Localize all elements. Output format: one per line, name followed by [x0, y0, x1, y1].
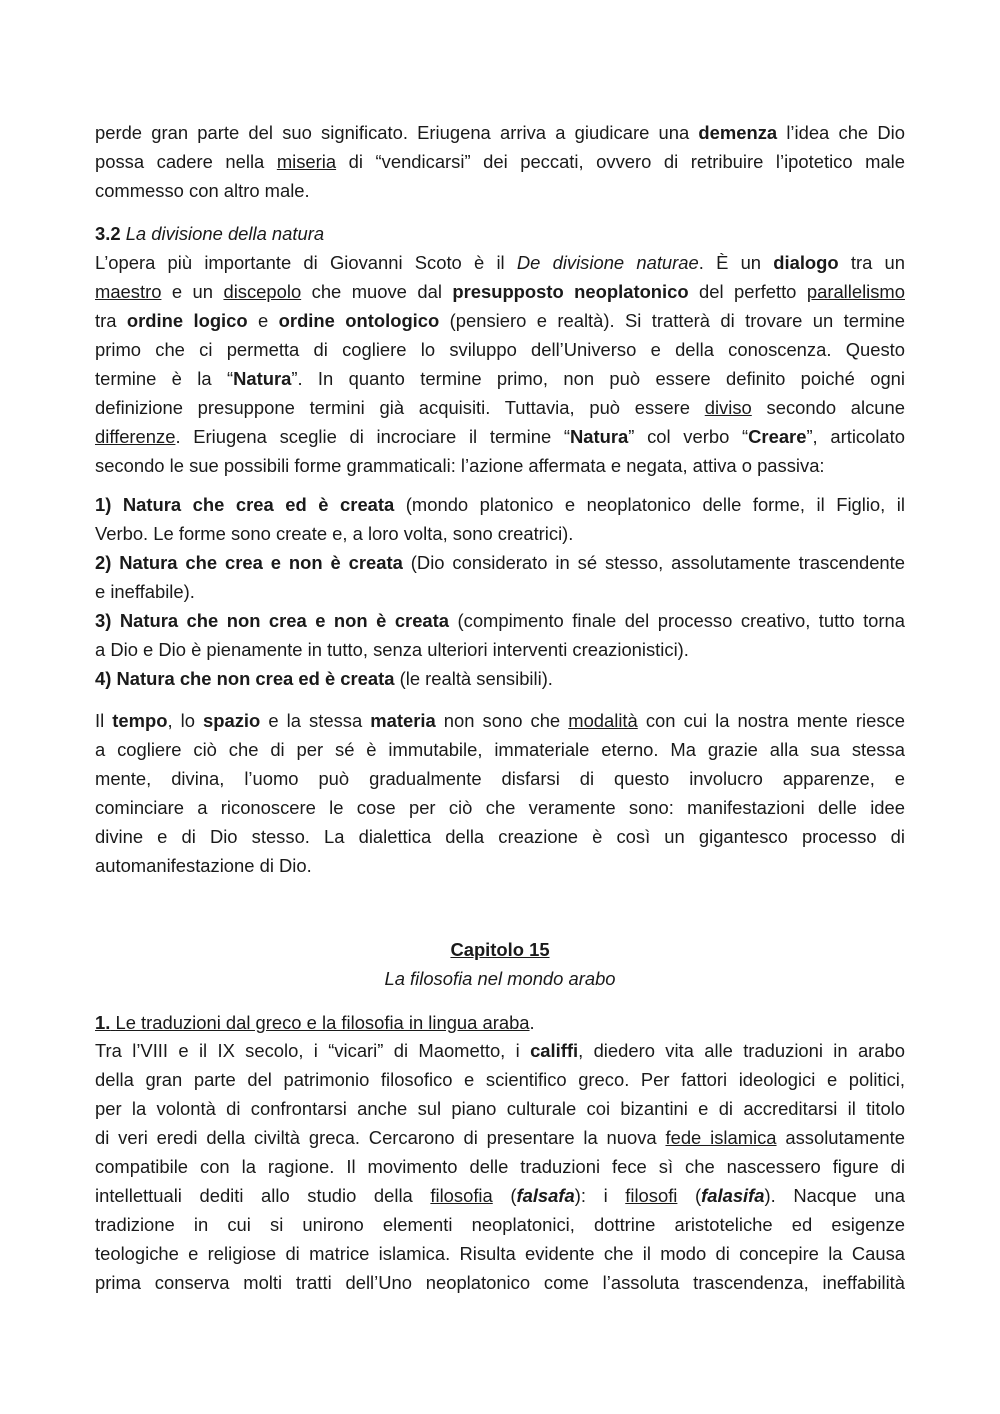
- bold-term: materia: [370, 710, 436, 731]
- text-line: Verbo. Le forme sono create e, a loro volta, sono creatrici).: [95, 523, 574, 544]
- underlined-term: maestro: [95, 281, 162, 302]
- underlined-term: fede islamica: [665, 1127, 777, 1148]
- underlined-term: modalità: [568, 710, 638, 731]
- text-line: primo che ci permetta di cogliere lo sviluppo dell’Universo e della conoscenza. Questo: [95, 339, 905, 360]
- bold-term: demenza: [698, 122, 778, 143]
- underlined-term: diviso: [704, 397, 752, 418]
- chapter-subtitle: La filosofia nel mondo arabo: [384, 968, 616, 989]
- text-line: per la volontà di confrontarsi anche sul piano culturale coi bizantini e di accreditarsi il titolo: [95, 1098, 905, 1119]
- text-line: della gran parte del patrimonio filosofico e scientifico greco. Per fattori ideologici e politici,: [95, 1069, 905, 1090]
- paragraph-opera: [95, 248, 905, 480]
- text-line: e ineffabile).: [95, 581, 195, 602]
- text-line: Il tempo, lo spazio e la stessa materia non sono che modalità con cui la nostra mente riesce: [95, 710, 905, 731]
- bold-term: 3) Natura che non crea e non è creata: [95, 610, 450, 631]
- paragraph-intro: [95, 118, 905, 205]
- text-line: 2) Natura che crea e non è creata (Dio considerato in sé stesso, assolutamente trascendente: [95, 552, 905, 573]
- bold-italic-term: falsafa: [516, 1185, 575, 1206]
- text-line: secondo le sue possibili forme grammaticali: l’azione affermata e negata, attiva o passiva:: [95, 455, 825, 476]
- section-title: La divisione della natura: [125, 223, 325, 244]
- underlined-term: filosofia: [430, 1185, 493, 1206]
- paragraph-nature-list: [95, 490, 905, 693]
- text-line: intellettuali dediti allo studio della filosofia (falsafa): i filosofi (falasifa). Nacque una: [95, 1185, 906, 1206]
- text-line: teologiche e religiose di matrice islamica. Risulta evidente che il modo di concepire la Causa: [95, 1243, 905, 1264]
- bold-term: spazio: [203, 710, 261, 731]
- text-line: tradizione in cui si unirono elementi neoplatonici, dottrine aristoteliche ed esigenze: [95, 1214, 905, 1235]
- text-line: prima conserva molti tratti dell’Uno neoplatonico come l’assoluta trascendenza, ineffabilità: [95, 1272, 905, 1293]
- underlined-term: filosofi: [625, 1185, 678, 1206]
- paragraph-traduzioni: [95, 1036, 905, 1297]
- paragraph-tempo: [95, 706, 905, 880]
- underlined-term: differenze: [95, 426, 176, 447]
- text-line: maestro e un discepolo che muove dal presupposto neoplatonico del perfetto parallelismo: [95, 281, 905, 302]
- underlined-term: parallelismo: [806, 281, 905, 302]
- underlined-term: miseria: [276, 151, 337, 172]
- text-line: L’opera più importante di Giovanni Scoto è il De divisione naturae. È un dialogo tra un: [95, 252, 905, 273]
- bold-term: ordine logico: [126, 310, 248, 331]
- bold-term: califfi: [530, 1040, 579, 1061]
- text-line: a Dio e Dio è pienamente in tutto, senza ulteriori interventi creazionistici).: [95, 639, 689, 660]
- italic-term: De divisione naturae: [516, 252, 699, 273]
- text-line: automanifestazione di Dio.: [95, 855, 312, 876]
- bold-term: tempo: [112, 710, 168, 731]
- bold-term: Natura: [570, 426, 629, 447]
- text-line: commesso con altro male.: [95, 180, 310, 201]
- text-line: cominciare a riconoscere le cose per ciò che veramente sono: manifestazioni delle idee: [95, 797, 905, 818]
- text-line: differenze. Eriugena sceglie di incrociare il termine “Natura” col verbo “Creare”, articolato: [95, 426, 905, 447]
- bold-term: 4) Natura che non crea ed è creata: [95, 668, 395, 689]
- text-line: Tra l’VIII e il IX secolo, i “vicari” di Maometto, i califfi, diedero vita alle traduzioni in arabo: [95, 1040, 905, 1061]
- text-line: compatibile con la ragione. Il movimento delle traduzioni fece sì che nascessero figure di: [95, 1156, 905, 1177]
- section-heading-1: 1. Le traduzioni dal greco e la filosofia in lingua araba.: [95, 1012, 535, 1033]
- text-line: possa cadere nella miseria di “vendicarsi” dei peccati, ovvero di retribuire l’ipotetico male: [95, 151, 905, 172]
- bold-term: presupposto neoplatonico: [452, 281, 689, 302]
- bold-term: 2) Natura che crea e non è creata: [95, 552, 403, 573]
- text-line: divine e di Dio stesso. La dialettica della creazione è così un gigantesco processo di: [95, 826, 905, 847]
- chapter-title: Capitolo 15: [450, 939, 550, 960]
- text-line: tra ordine logico e ordine ontologico (pensiero e realtà). Si tratterà di trovare un termine: [95, 310, 905, 331]
- text-line: 4) Natura che non crea ed è creata (le realtà sensibili).: [95, 668, 553, 689]
- section-1-title: Le traduzioni dal greco e la filosofia in lingua araba: [115, 1012, 530, 1033]
- underlined-term: discepolo: [223, 281, 302, 302]
- section-number: 3.2: [95, 223, 121, 244]
- text-line: di veri eredi della civiltà greca. Cercarono di presentare la nuova fede islamica assolutamente: [95, 1127, 905, 1148]
- chapter-heading: [95, 935, 905, 993]
- text-line: 1) Natura che crea ed è creata (mondo platonico e neoplatonico delle forme, il Figlio, il: [95, 494, 905, 515]
- bold-term: Creare: [748, 426, 807, 447]
- text-line: mente, divina, l’uomo può gradualmente disfarsi di questo involucro apparenze, e: [95, 768, 905, 789]
- text-line: definizione presuppone termini già acquisiti. Tuttavia, può essere diviso secondo alcune: [95, 397, 905, 418]
- bold-term: Natura: [233, 368, 292, 389]
- text-line: a cogliere ciò che di per sé è immutabile, immateriale eterno. Ma grazie alla sua stessa: [95, 739, 905, 760]
- section-heading-3-2: [95, 219, 905, 248]
- bold-term: ordine ontologico: [278, 310, 440, 331]
- text-line: 3) Natura che non crea e non è creata (compimento finale del processo creativo, tutto torna: [95, 610, 905, 631]
- section-1-number: 1.: [95, 1012, 111, 1033]
- bold-term: dialogo: [773, 252, 839, 273]
- text-line: perde gran parte del suo significato. Eriugena arriva a giudicare una demenza l’idea che Dio: [95, 122, 905, 143]
- bold-italic-term: falasifa: [701, 1185, 765, 1206]
- bold-term: 1) Natura che crea ed è creata: [95, 494, 395, 515]
- text-line: termine è la “Natura”. In quanto termine primo, non può essere definito poiché ogni: [95, 368, 905, 389]
